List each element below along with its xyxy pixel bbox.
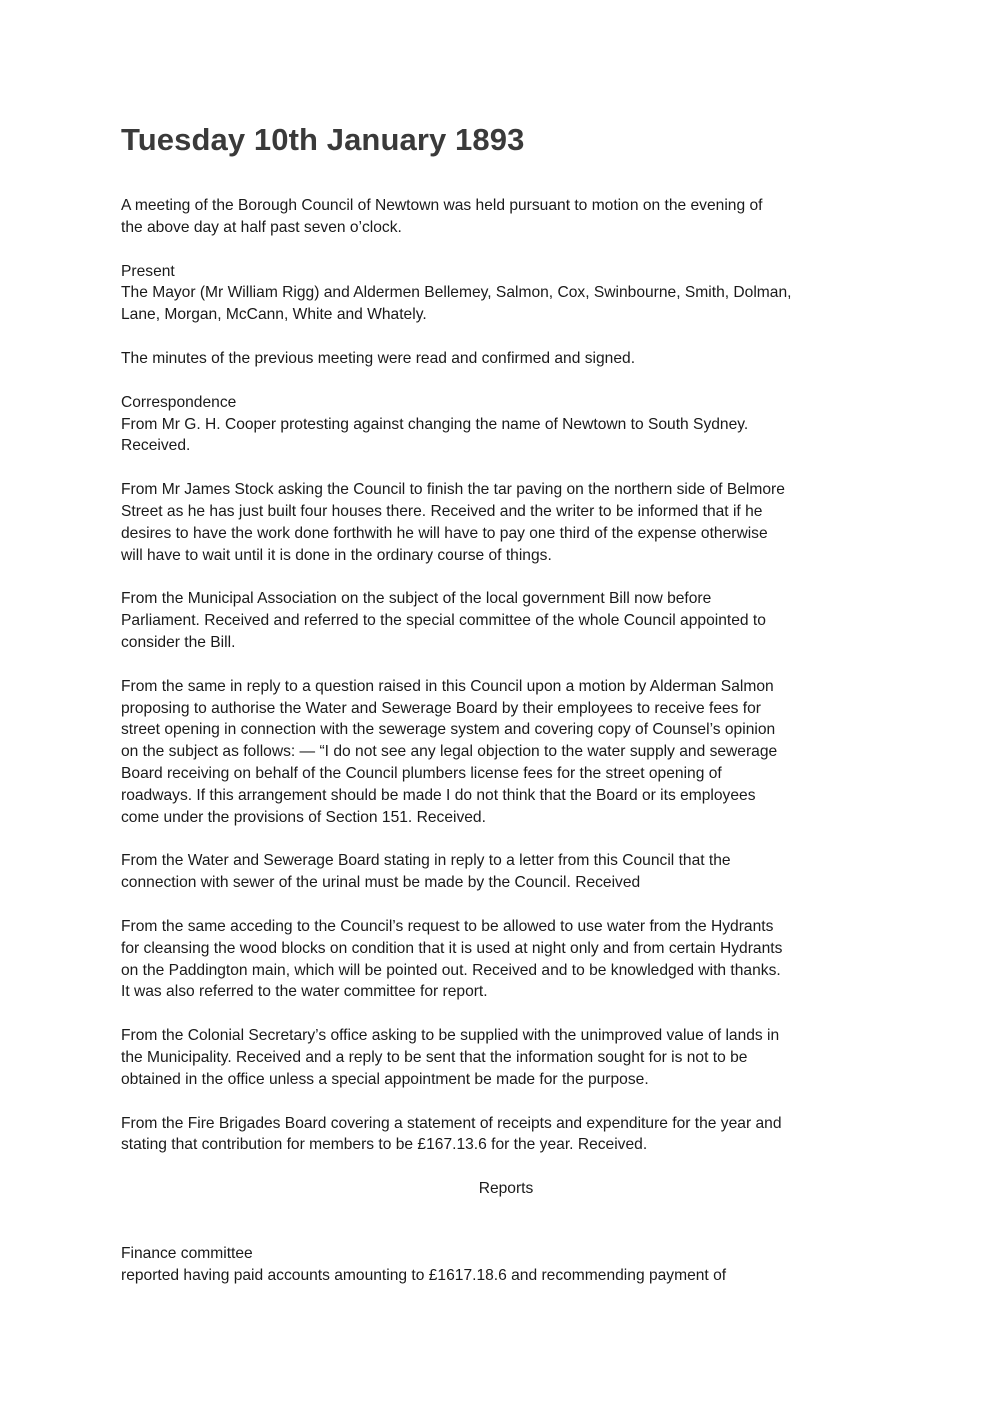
text-line: It was also referred to the water committee for report.: [121, 983, 488, 1001]
text-line: on the Paddington main, which will be pointed out. Received and to be knowledged with thanks.: [121, 961, 781, 979]
present-section: [121, 261, 891, 326]
text-line: roadways. If this arrangement should be made I do not think that the Board or its employees: [121, 786, 756, 804]
text-line: From the same acceding to the Council’s request to be allowed to use water from the Hydrants: [121, 917, 774, 935]
correspondence-item: [121, 588, 891, 653]
text-line: From the Municipal Association on the subject of the local government Bill now before: [121, 590, 712, 608]
correspondence-item: [121, 916, 891, 1003]
text-line: the above day at half past seven o’clock.: [121, 218, 402, 236]
text-line: desires to have the work done forthwith he will have to pay one third of the expense otherwise: [121, 524, 768, 542]
text-line: obtained in the office unless a special appointment be made for the purpose.: [121, 1070, 649, 1088]
correspondence-heading: Correspondence: [121, 393, 237, 411]
text-line: come under the provisions of Section 151. Received.: [121, 808, 486, 826]
text-line: stating that contribution for members to be £167.13.6 for the year. Received.: [121, 1136, 648, 1154]
correspondence-intro: [121, 392, 891, 457]
text-line: From the Colonial Secretary’s office asking to be supplied with the unimproved value of lands in: [121, 1027, 780, 1045]
text-line: consider the Bill.: [121, 633, 236, 651]
text-line: will have to wait until it is done in the ordinary course of things.: [121, 546, 552, 564]
text-line: From Mr G. H. Cooper protesting against changing the name of Newtown to South Sydney.: [121, 415, 749, 433]
intro-paragraph: [121, 195, 891, 239]
text-line: A meeting of the Borough Council of Newtown was held pursuant to motion on the evening of: [121, 197, 763, 214]
text-line: on the subject as follows: — “I do not see any legal objection to the water supply and sewerage: [121, 743, 778, 761]
text-line: Received.: [121, 437, 191, 455]
page-title: Tuesday 10th January 1893: [121, 122, 525, 157]
text-line: Lane, Morgan, McCann, White and Whately.: [121, 306, 427, 324]
text-line: From the Fire Brigades Board covering a statement of receipts and expenditure for the year and: [121, 1114, 782, 1132]
text-line: Street as he has just built four houses there. Received and the writer to be informed that if he: [121, 502, 763, 520]
text-line: proposing to authorise the Water and Sewerage Board by their employees to receive fees for: [121, 699, 761, 717]
text-line: the Municipality. Received and a reply to be sent that the information sought for is not to be: [121, 1048, 748, 1066]
present-heading: Present: [121, 262, 175, 280]
correspondence-item: [121, 1025, 891, 1090]
text-line: From Mr James Stock asking the Council to finish the tar paving on the northern side of Belmore: [121, 481, 785, 499]
finance-heading: Finance committee: [121, 1244, 253, 1262]
reports-heading: Reports: [478, 1180, 534, 1198]
text-line: From the same in reply to a question raised in this Council upon a motion by Alderman Salmon: [121, 677, 774, 695]
text-line: The Mayor (Mr William Rigg) and Aldermen Bellemey, Salmon, Cox, Swinbourne, Smith, Dolman,: [121, 284, 792, 302]
finance-section: [121, 1243, 891, 1287]
correspondence-item: [121, 479, 891, 566]
text-line: From the Water and Sewerage Board stating in reply to a letter from this Council that the: [121, 852, 731, 870]
minutes-paragraph: [121, 348, 891, 370]
text-line: Board receiving on behalf of the Council plumbers license fees for the street opening of: [121, 764, 722, 782]
correspondence-item: [121, 850, 891, 894]
text-line: reported having paid accounts amounting to £1617.18.6 and recommending payment of: [121, 1266, 727, 1284]
correspondence-item: [121, 1113, 891, 1157]
text-line: connection with sewer of the urinal must be made by the Council. Received: [121, 874, 641, 892]
correspondence-item: [121, 676, 891, 829]
text-line: street opening in connection with the sewerage system and covering copy of Counsel’s opinion: [121, 721, 776, 739]
text-line: for cleansing the wood blocks on condition that it is used at night only and from certain Hydrants: [121, 939, 783, 957]
document-body: [121, 120, 891, 1308]
text-line: The minutes of the previous meeting were read and confirmed and signed.: [121, 349, 636, 367]
text-line: Parliament. Received and referred to the special committee of the whole Council appointed to: [121, 612, 766, 630]
